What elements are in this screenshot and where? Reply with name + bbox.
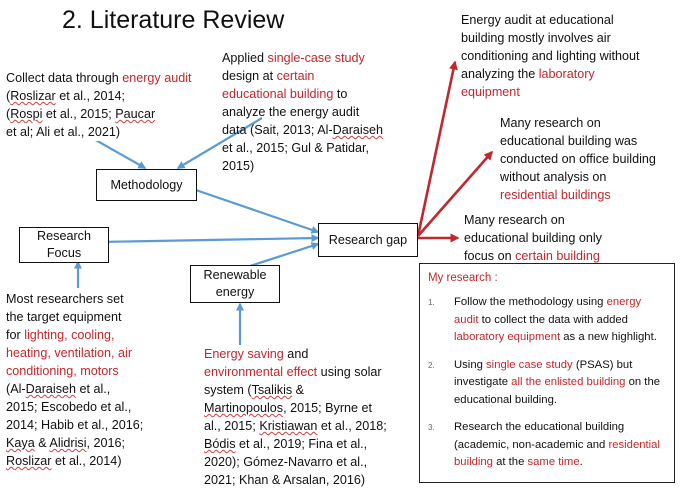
text-block-collect-data: Collect data through energy audit (Roslizar et al., 2014; (Rospi et al., 2015; Paucar et al; Ali et al., 2021) [6, 69, 206, 141]
arrow-gap-to-right1 [418, 62, 455, 236]
arrow-renewable-to-gap [250, 244, 318, 266]
text-block-gap-certain-building: Many research on educational building only focus on certain building [464, 213, 602, 263]
my-research-box [419, 263, 675, 483]
page-title: 2. Literature Review [62, 6, 285, 34]
node-research-gap: Research gap [318, 223, 418, 257]
arrow-methodology-to-gap [190, 188, 318, 232]
text-block-target-equipment: Most researchers set the target equipment for lighting, cooling, heating, ventilation, air conditioning, motors (Al-Daraiseh et al., 2015; Escobedo et al., 2014; Habib et al., 2016; Kaya & Alidrisi, 2016; Roslizar et al., 2014) [6, 292, 144, 468]
text-block-gap-residential: Many research on educational building was conducted on office building without analysis on residential buildings [500, 116, 656, 202]
my-research-heading: My research : [428, 272, 498, 284]
arrow-focus-to-gap [98, 238, 318, 242]
text-block-energy-saving: Energy saving and environmental effect using solar system (Tsalikis & Martinopoulos, 2015; Byrne et al., 2015; Kristiawan et al., 2018; Bódis et al., 2019; Fina et al., 2020); Gómez-Navarro et al., 2021; Khan & Arsalan, 2016) [204, 347, 387, 487]
text-block-single-case-study: Applied single-case study design at certain educational building to analyze the energy audit data (Sait, 2013; Al-Daraiseh et al., 2015; Gul & Patidar, 2015) [222, 51, 384, 173]
my-research-item: 3. Research the educational building (academic, non-academic and residential building at the same time. [428, 421, 660, 468]
my-research-list [420, 294, 668, 482]
node-methodology: Methodology [96, 169, 197, 201]
my-research-item: 1. Follow the methodology using energy audit to collect the data with added laboratory equipment as a new highlight. [428, 296, 657, 343]
text-block-gap-laboratory: Energy audit at educational building mostly involves air conditioning and lighting without analyzing the laboratory equipment [461, 13, 640, 99]
node-research-focus: Research Focus [19, 227, 109, 263]
my-research-item: 2. Using single case study (PSAS) but investigate all the enlisted building on the educational building. [428, 358, 661, 406]
node-renewable-energy: Renewable energy [190, 265, 280, 303]
